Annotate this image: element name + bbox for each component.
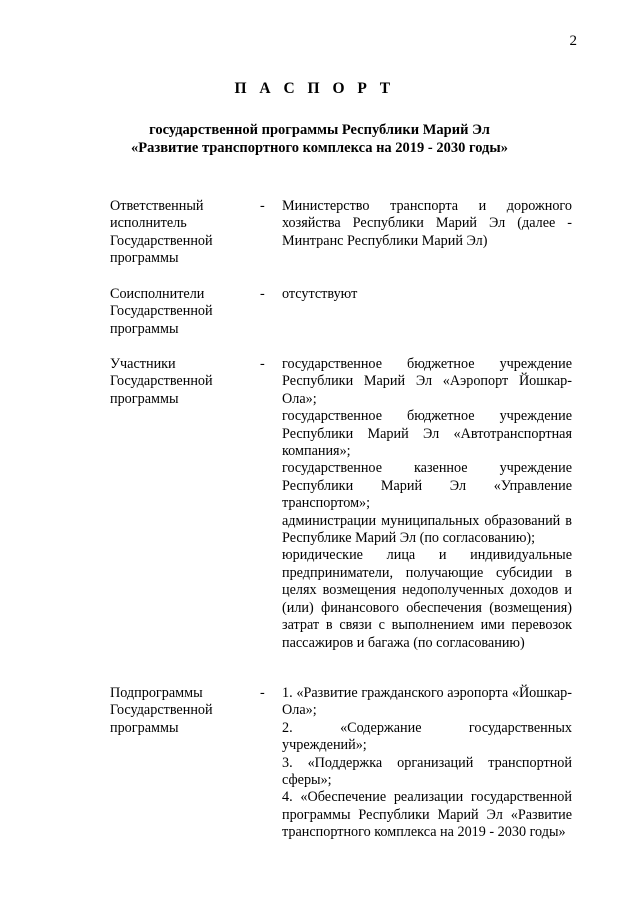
subprogram-item: 4. «Обеспечение реализации государственной программы Республики Марий Эл «Развитие транспортного комплекса на 2019 - 2030 годы» (282, 789, 572, 841)
row-dash: - (260, 198, 265, 214)
row-responsible-executor (110, 198, 572, 286)
row-dash: - (260, 286, 265, 302)
participant-item: государственное бюджетное учреждение Республики Марий Эл «Аэропорт Йошкар-Ола»; (282, 356, 572, 407)
document-subtitle (0, 121, 639, 157)
document-title: П А С П О Р Т (234, 80, 395, 97)
row-label: Участники Государственной программы (110, 356, 213, 407)
participant-item: государственное казенное учреждение Республики Марий Эл «Управление транспортом»; (282, 460, 572, 512)
subprogram-item: 2. «Содержание государственных учреждений»; (282, 719, 572, 754)
row-co-executors (110, 286, 572, 356)
participant-item: администрации муниципальных образований в Республике Марий Эл (по согласованию); (282, 512, 572, 547)
row-dash: - (260, 685, 265, 701)
row-value: отсутствуют (282, 286, 358, 302)
subprogram-item: 3. «Поддержка организаций транспортной сферы»; (282, 754, 572, 789)
row-value (282, 685, 572, 842)
subtitle-line-1: государственной программы Республики Марий Эл (149, 122, 490, 139)
row-subprograms (110, 685, 572, 865)
row-label: Ответственный исполнитель Государственной программы (110, 198, 213, 267)
page-number: 2 (569, 33, 577, 49)
row-value (282, 356, 572, 652)
row-participants (110, 356, 572, 685)
subtitle-line-2: «Развитие транспортного комплекса на 2019 - 2030 годы» (131, 140, 508, 157)
passport-table (110, 198, 572, 865)
row-value: Министерство транспорта и дорожного хозяйства Республики Марий Эл (далее - Минтранс Республики Марий Эл) (282, 198, 572, 249)
participant-item: государственное бюджетное учреждение Республики Марий Эл «Автотранспортная компания»; (282, 408, 572, 460)
subprogram-item: 1. «Развитие гражданского аэропорта «Йошкар-Ола»; (282, 685, 572, 719)
participant-item: юридические лица и индивидуальные предприниматели, получающие субсидии в целях возмещения недополученных доходов и (или) финансового обеспечения (возмещения) затрат в связи с выполнением ими перевозок пассажиров и багажа (по согласованию) (282, 547, 572, 651)
row-label: Подпрограммы Государственной программы (110, 685, 213, 736)
row-dash: - (260, 356, 265, 372)
row-label: Соисполнители Государственной программы (110, 286, 213, 337)
title-block (0, 80, 639, 157)
